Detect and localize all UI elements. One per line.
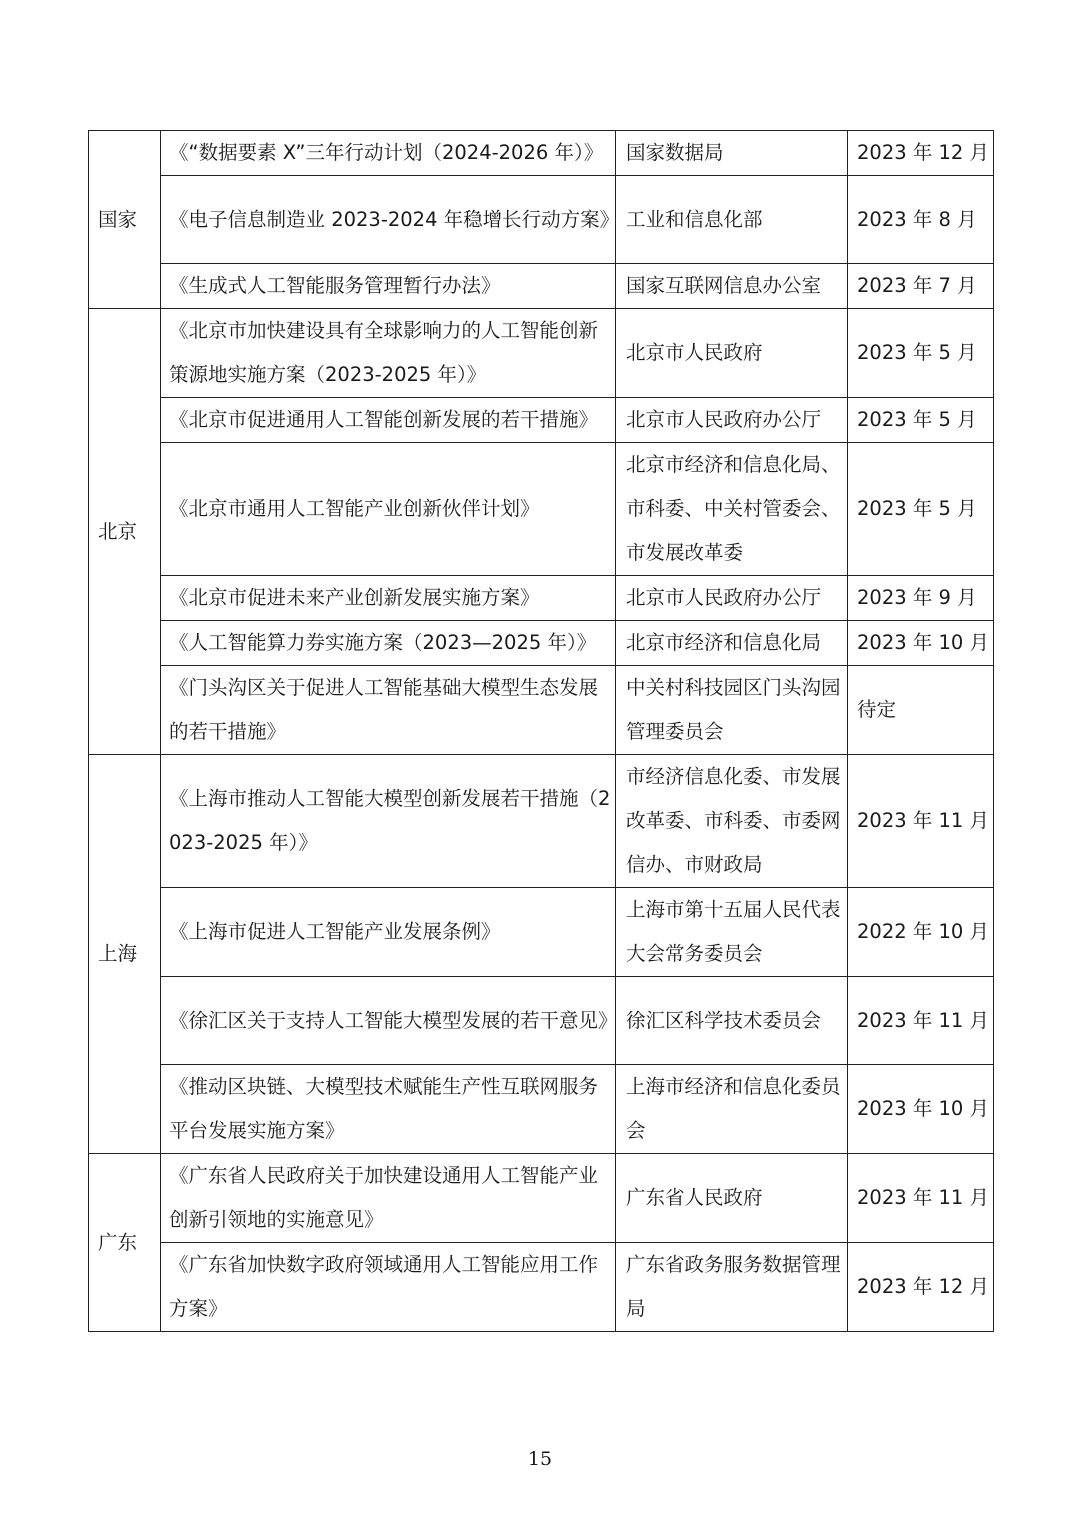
- policy-name-cell: 《门头沟区关于促进人工智能基础大模型生态发展的若干措施》: [161, 666, 616, 755]
- issuing-body-cell: 北京市经济和信息化局: [616, 621, 848, 666]
- issuing-body-cell: 徐汇区科学技术委员会: [616, 977, 848, 1065]
- issuing-body-cell: 广东省政务服务数据管理局: [616, 1243, 848, 1332]
- policy-name-cell: 《北京市通用人工智能产业创新伙伴计划》: [161, 443, 616, 576]
- table-row: [89, 888, 994, 977]
- policy-name-cell: 《“数据要素 X”三年行动计划（2024-2026 年）》: [161, 131, 616, 176]
- region-cell: 上海: [89, 755, 161, 1154]
- issue-date-cell: 2023 年 12 月: [848, 1243, 994, 1332]
- policy-table-body: [89, 131, 994, 1332]
- issue-date-cell: 2023 年 11 月: [848, 977, 994, 1065]
- table-row: [89, 443, 994, 576]
- issuing-body-cell: 北京市人民政府办公厅: [616, 398, 848, 443]
- issue-date-cell: 2022 年 10 月: [848, 888, 994, 977]
- issue-date-cell: 2023 年 5 月: [848, 398, 994, 443]
- policy-name-cell: 《北京市促进通用人工智能创新发展的若干措施》: [161, 398, 616, 443]
- table-row: [89, 755, 994, 888]
- table-row: [89, 977, 994, 1065]
- issuing-body-cell: 工业和信息化部: [616, 176, 848, 264]
- issuing-body-cell: 广东省人民政府: [616, 1154, 848, 1243]
- table-row: [89, 621, 994, 666]
- table-row: [89, 1154, 994, 1243]
- issue-date-cell: 2023 年 8 月: [848, 176, 994, 264]
- policy-table: [88, 130, 994, 1332]
- policy-name-cell: 《广东省人民政府关于加快建设通用人工智能产业创新引领地的实施意见》: [161, 1154, 616, 1243]
- table-row: [89, 309, 994, 398]
- region-cell: 广东: [89, 1154, 161, 1332]
- table-row: [89, 576, 994, 621]
- table-row: [89, 131, 994, 176]
- issuing-body-cell: 上海市经济和信息化委员会: [616, 1065, 848, 1154]
- policy-name-cell: 《广东省加快数字政府领域通用人工智能应用工作方案》: [161, 1243, 616, 1332]
- issue-date-cell: 待定: [848, 666, 994, 755]
- issuing-body-cell: 中关村科技园区门头沟园管理委员会: [616, 666, 848, 755]
- issuing-body-cell: 北京市人民政府: [616, 309, 848, 398]
- issue-date-cell: 2023 年 10 月: [848, 1065, 994, 1154]
- page-number: 15: [527, 1448, 553, 1470]
- issue-date-cell: 2023 年 7 月: [848, 264, 994, 309]
- policy-name-cell: 《北京市促进未来产业创新发展实施方案》: [161, 576, 616, 621]
- issuing-body-cell: 北京市人民政府办公厅: [616, 576, 848, 621]
- table-row: [89, 1243, 994, 1332]
- table-row: [89, 264, 994, 309]
- table-row: [89, 398, 994, 443]
- issue-date-cell: 2023 年 11 月: [848, 1154, 994, 1243]
- issue-date-cell: 2023 年 11 月: [848, 755, 994, 888]
- issue-date-cell: 2023 年 9 月: [848, 576, 994, 621]
- issue-date-cell: 2023 年 5 月: [848, 309, 994, 398]
- policy-name-cell: 《上海市推动人工智能大模型创新发展若干措施（2023-2025 年）》: [161, 755, 616, 888]
- policy-name-cell: 《电子信息制造业 2023-2024 年稳增长行动方案》: [161, 176, 616, 264]
- table-row: [89, 176, 994, 264]
- policy-name-cell: 《上海市促进人工智能产业发展条例》: [161, 888, 616, 977]
- table-row: [89, 1065, 994, 1154]
- issuing-body-cell: 国家数据局: [616, 131, 848, 176]
- region-cell: 国家: [89, 131, 161, 309]
- policy-name-cell: 《北京市加快建设具有全球影响力的人工智能创新策源地实施方案（2023-2025 年）》: [161, 309, 616, 398]
- issue-date-cell: 2023 年 5 月: [848, 443, 994, 576]
- issuing-body-cell: 国家互联网信息办公室: [616, 264, 848, 309]
- policy-name-cell: 《生成式人工智能服务管理暂行办法》: [161, 264, 616, 309]
- region-cell: 北京: [89, 309, 161, 755]
- table-row: [89, 666, 994, 755]
- issue-date-cell: 2023 年 12 月: [848, 131, 994, 176]
- policy-name-cell: 《人工智能算力券实施方案（2023—2025 年）》: [161, 621, 616, 666]
- issuing-body-cell: 市经济信息化委、市发展改革委、市科委、市委网信办、市财政局: [616, 755, 848, 888]
- policy-name-cell: 《徐汇区关于支持人工智能大模型发展的若干意见》: [161, 977, 616, 1065]
- issuing-body-cell: 北京市经济和信息化局、市科委、中关村管委会、市发展改革委: [616, 443, 848, 576]
- issuing-body-cell: 上海市第十五届人民代表大会常务委员会: [616, 888, 848, 977]
- issue-date-cell: 2023 年 10 月: [848, 621, 994, 666]
- policy-name-cell: 《推动区块链、大模型技术赋能生产性互联网服务平台发展实施方案》: [161, 1065, 616, 1154]
